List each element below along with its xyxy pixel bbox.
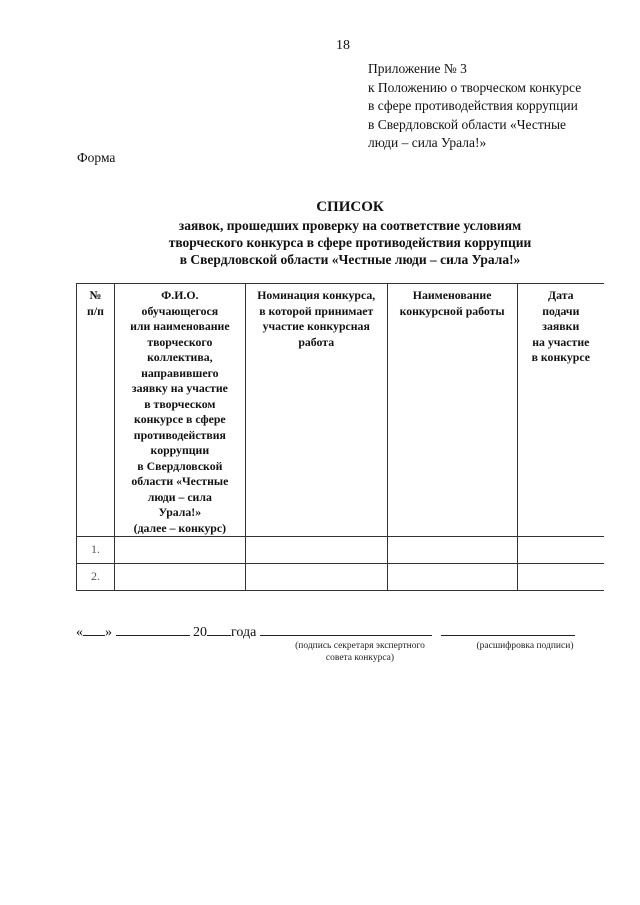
appendix-line: Приложение № 3 <box>368 61 467 76</box>
appendix-line: люди – сила Урала!» <box>368 135 487 150</box>
signature-blank <box>260 621 432 636</box>
table-cell <box>517 564 604 591</box>
header-submission-date: Дата подачи заявки на участие в конкурсе <box>517 284 604 537</box>
page-number: 18 <box>336 38 350 53</box>
quote-close: » <box>105 625 112 640</box>
header-participant-name: Ф.И.О. обучающегося или наименование творческого коллектива, направившего заявку на участие в творческом конкурсе в сфере противодействия коррупции в Свердловской области «Честные люди – сила Урала!» (далее – конкурс) <box>114 284 245 537</box>
table-cell <box>114 564 245 591</box>
form-label: Форма <box>77 150 116 165</box>
year-suffix: года <box>231 625 257 640</box>
day-blank <box>83 621 105 636</box>
appendix-line: в Свердловской области «Честные <box>368 116 567 132</box>
table-header-row <box>77 284 605 537</box>
appendix-line: к Положению о творческом конкурсе <box>368 79 582 95</box>
table-cell <box>245 537 387 564</box>
header-number: № п/п <box>77 284 115 537</box>
row-number: 1. <box>77 537 115 564</box>
table-cell <box>245 564 387 591</box>
row-number: 2. <box>77 564 115 591</box>
document-subtitle <box>80 217 620 268</box>
subtitle-line: в Свердловской области «Честные люди – сила Урала!» <box>179 252 521 267</box>
decoding-blank <box>441 621 575 636</box>
quote-open: « <box>76 625 83 640</box>
subtitle-line: заявок, прошедших проверку на соответствие условиям <box>178 218 522 233</box>
decoding-caption: (расшифровка подписи) <box>476 641 574 651</box>
year-prefix: 20 <box>193 625 207 640</box>
header-work-title: Наименование конкурсной работы <box>387 284 517 537</box>
table-row <box>77 537 605 564</box>
applications-table <box>76 283 604 591</box>
appendix-line: в сфере противодействия коррупции <box>368 98 578 113</box>
year-blank <box>207 621 231 636</box>
title-block <box>80 198 620 268</box>
subtitle-line: творческого конкурса в сфере противодействия коррупции <box>168 235 532 250</box>
table-cell <box>387 564 517 591</box>
signature-line <box>76 621 575 641</box>
table-cell <box>114 537 245 564</box>
table-cell <box>387 537 517 564</box>
signature-caption: (подпись секретаря экспертного совета конкурса) <box>295 641 425 663</box>
table-cell <box>517 537 604 564</box>
document-title: СПИСОК <box>316 199 384 215</box>
appendix-block <box>368 60 581 153</box>
month-blank <box>116 621 190 636</box>
header-nomination: Номинация конкурса, в которой принимает участие конкурсная работа <box>245 284 387 537</box>
table-row <box>77 564 605 591</box>
